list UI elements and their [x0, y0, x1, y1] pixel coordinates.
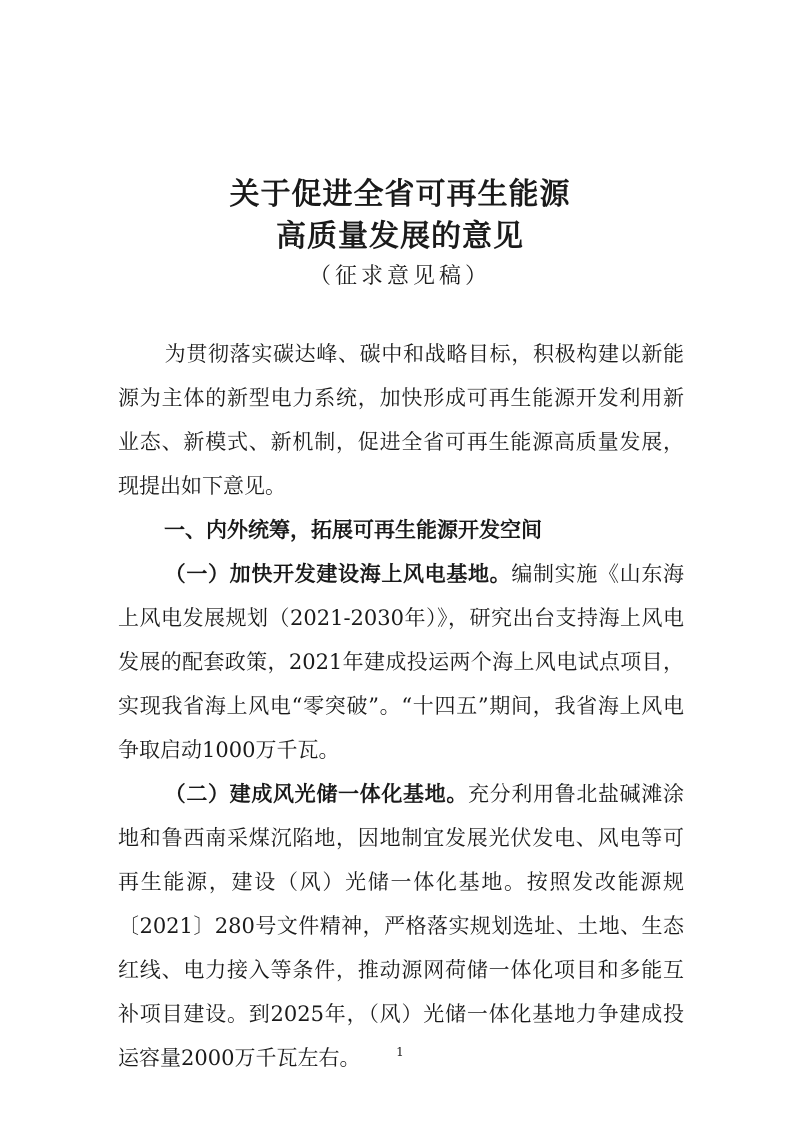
- title-line-1: 关于促进全省可再生能源: [229, 177, 571, 212]
- item-2-paragraph: [118, 772, 684, 1080]
- item-2-lead: （二）建成风光储一体化基地。: [164, 782, 468, 806]
- intro-paragraph: [118, 332, 684, 508]
- item-1-body: 编制实施《山东海上风电发展规划（2021-2030年）》，研究出台支持海上风电发展的配套政策，2021年建成投运两个海上风电试点项目，实现我省海上风电“零突破”。“十四五”期间，我省海上风电争取启动1000万千瓦。: [118, 562, 685, 762]
- section-1-heading: 一、内外统筹，拓展可再生能源开发空间: [164, 518, 542, 542]
- item-1-lead: （一）加快开发建设海上风电基地。: [164, 562, 512, 586]
- page-number: 1: [396, 1045, 404, 1059]
- intro-text: 为贯彻落实碳达峰、碳中和战略目标，积极构建以新能源为主体的新型电力系统，加快形成可再生能源开发利用新业态、新模式、新机制，促进全省可再生能源高质量发展，现提出如下意见。: [118, 342, 684, 498]
- title-line-2: 高质量发展的意见: [276, 219, 524, 254]
- item-2-body: 充分利用鲁北盐碱滩涂地和鲁西南采煤沉陷地，因地制宜发展光伏发电、风电等可再生能源，建设（风）光储一体化基地。按照发改能源规〔2021〕280号文件精神，严格落实规划选址、土地、生态红线、电力接入等条件，推动源网荷储一体化项目和多能互补项目建设。到2025年，（风）光储一体化基地力争建成投运容量2000万千瓦左右。: [118, 782, 684, 1070]
- item-1-paragraph: [118, 552, 684, 772]
- subtitle: （征求意见稿）: [308, 264, 491, 289]
